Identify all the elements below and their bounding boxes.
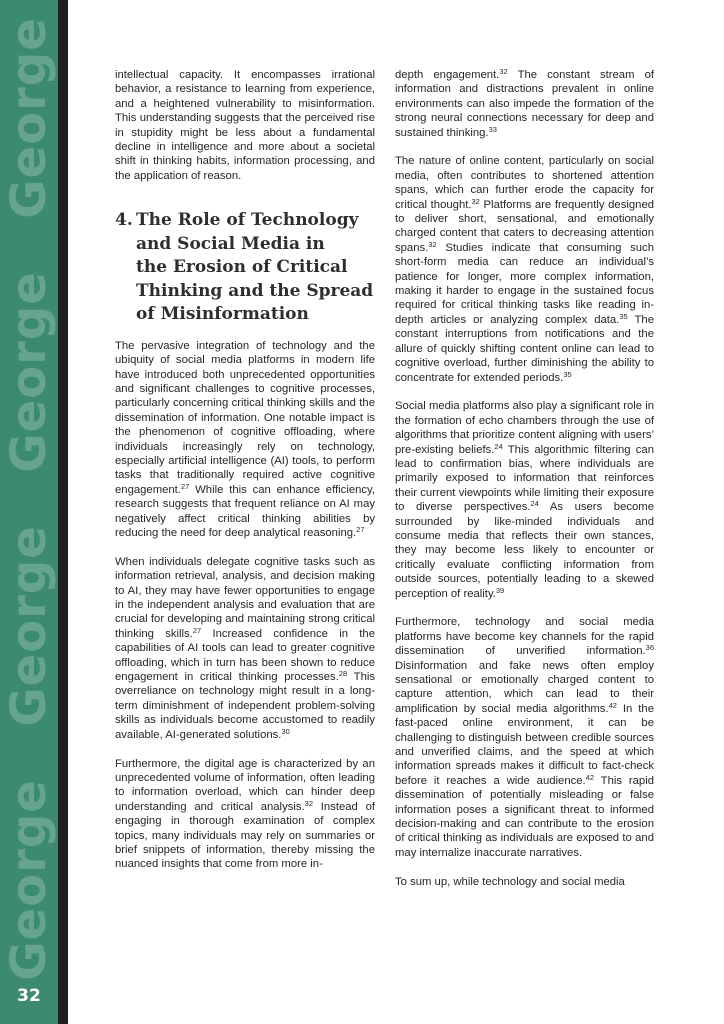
citation: 35 xyxy=(563,369,572,379)
section-number: 4. xyxy=(115,210,133,231)
paragraph: depth engagement.$^{32}$ The constant stream of information and distractions prevalent in online environments can also impede the formation of the strong neural connections necessary for deep and sustained thinking.$^{33}$ xyxy=(395,67,655,139)
citation: 32 xyxy=(428,239,437,249)
citation: 35 xyxy=(619,311,628,321)
citation: 24 xyxy=(494,441,503,451)
citation: 32 xyxy=(499,67,508,76)
citation: 36 xyxy=(645,643,654,653)
paragraph: Furthermore, technology and social media platforms have become key channels for the rapid dissemination of unverified information.$^{36}$ Disinformation and fake news often employ sensational or emotionally charged content to capture attention, which can lead to their amplification by social media algorithms.$^{42}$ In the fast-paced online environment, it can be challenging to distinguish between credible sources and unverified claims, and the speed at which information spreads makes it difficult to fact-check before it reaches a wide audience.$^{42}$ This rapid dissemination of potentially misleading or false information poses a significant threat to informed decision-making and can contribute to the erosion of critical thinking as individuals are exposed to and may internalize inaccurate narratives. xyxy=(395,616,654,859)
right-column xyxy=(395,68,654,889)
citation: 28 xyxy=(338,669,348,679)
citation: 32 xyxy=(471,196,480,206)
citation: 30 xyxy=(281,726,290,736)
paragraph: intellectual capacity. It encompasses irrational behavior, a resistance to learning from experience, and a heightened vulnerability to misinformation. This understanding suggests that the perceived rise in stupidity might be less about a fundamental decline in intelligence and more about a societal shift in thinking habits, information processing, and the application of reason. xyxy=(115,69,375,182)
paragraph: When individuals delegate cognitive tasks such as information retrieval, analysis, and decision making to AI, they may have fewer opportunities to engage in the independent analysis and evaluation that are crucial for developing and maintaining strong critical thinking skills.$^{27}$ Increased confidence in the capabilities of AI tools can lead to greater cognitive offloading, which in turn has been shown to reduce engagement in critical thinking processes.$^{28}$ This overreliance on technology might result in a long-term diminishment of independent problem-solving skills as individuals become accustomed to readily available, AI-generated solutions.$^{30}$ xyxy=(115,555,376,741)
paragraph: Social media platforms also play a significant role in the formation of echo chambers through the use of algorithms that prioritize content aligning with users’ pre-existing beliefs.$^{24}$ This algorithmic filtering can lead to confirmation bias, where individuals are primarily exposed to information that reinforces their current viewpoints while limiting their exposure to diverse perspectives.$^{24}$ As users become surrounded by like-minded individuals and consume media that reflects their own stances, they may become less likely to encounter or critically evaluate conflicting information from outside sources, potentially leading to a skewed perception of reality.$^{39}$ xyxy=(395,400,654,600)
citation: 39 xyxy=(495,585,505,595)
sidebar: George George George George 32 xyxy=(0,0,58,1024)
citation: 42 xyxy=(585,772,595,782)
citation: 27 xyxy=(192,625,202,635)
citation: 33 xyxy=(488,124,497,134)
citation: 32 xyxy=(304,798,314,808)
paragraph: The pervasive integration of technology and the ubiquity of social media platforms in modern life have introduced both unprecedented opportunities and significant challenges to cognitive processes, particularly concerning critical thinking skills and the dissemination of information. One notable impact is the phenomenon of cognitive offloading, where individuals increasingly rely on technology, especially artificial intelligence (AI) tools, to perform tasks that traditionally required active cognitive engagement.$^{27}$ While this can enhance efficiency, research suggests that frequent reliance on AI may negatively affect critical thinking abilities by reducing the need for deep analytical reasoning.$^{27}$ xyxy=(115,339,375,540)
sidebar-edge xyxy=(58,0,68,1024)
section-heading: 4. The Role of Technology and Social Media in the Erosion of Critical Thinking and the Spread of Misinformation xyxy=(115,210,374,325)
citation: 27 xyxy=(180,481,190,491)
paragraph: Furthermore, the digital age is characterized by an unprecedented volume of information, often leading to information overload, which can hinder deep understanding and critical analysis.$^{32}$ Instead of engaging in thorough examination of complex topics, many individuals may rely on summaries or brief snippets of information, thereby missing the nuanced insights that come from more in- xyxy=(115,757,375,871)
citation: 24 xyxy=(530,499,539,509)
page-number: 32 xyxy=(17,986,41,1006)
citation: 42 xyxy=(608,700,617,710)
left-column xyxy=(115,68,375,872)
paragraph: To sum up, while technology and social media xyxy=(395,875,625,888)
paragraph: The nature of online content, particularly on social media, often contributes to shortened attention spans, which can further erode the capacity for critical thought.$^{32}$ Platforms are frequently designed to deliver short, sensational, and emotionally charged content that caters to decreasing attention spans.$^{32}$ Studies indicate that consuming such short-form media can reduce an individual’s patience for longer, more complex information, making it harder to engage in the sustained focus required for critical thinking tasks like reading in-depth articles or analyzing complex data.$^{35}$ The constant interruptions from notifications and the allure of quickly shifting content online can lead to cognitive overload, further diminishing the ability to concentrate for extended periods.$^{35}$ xyxy=(395,155,655,384)
citation: 27 xyxy=(356,525,365,535)
